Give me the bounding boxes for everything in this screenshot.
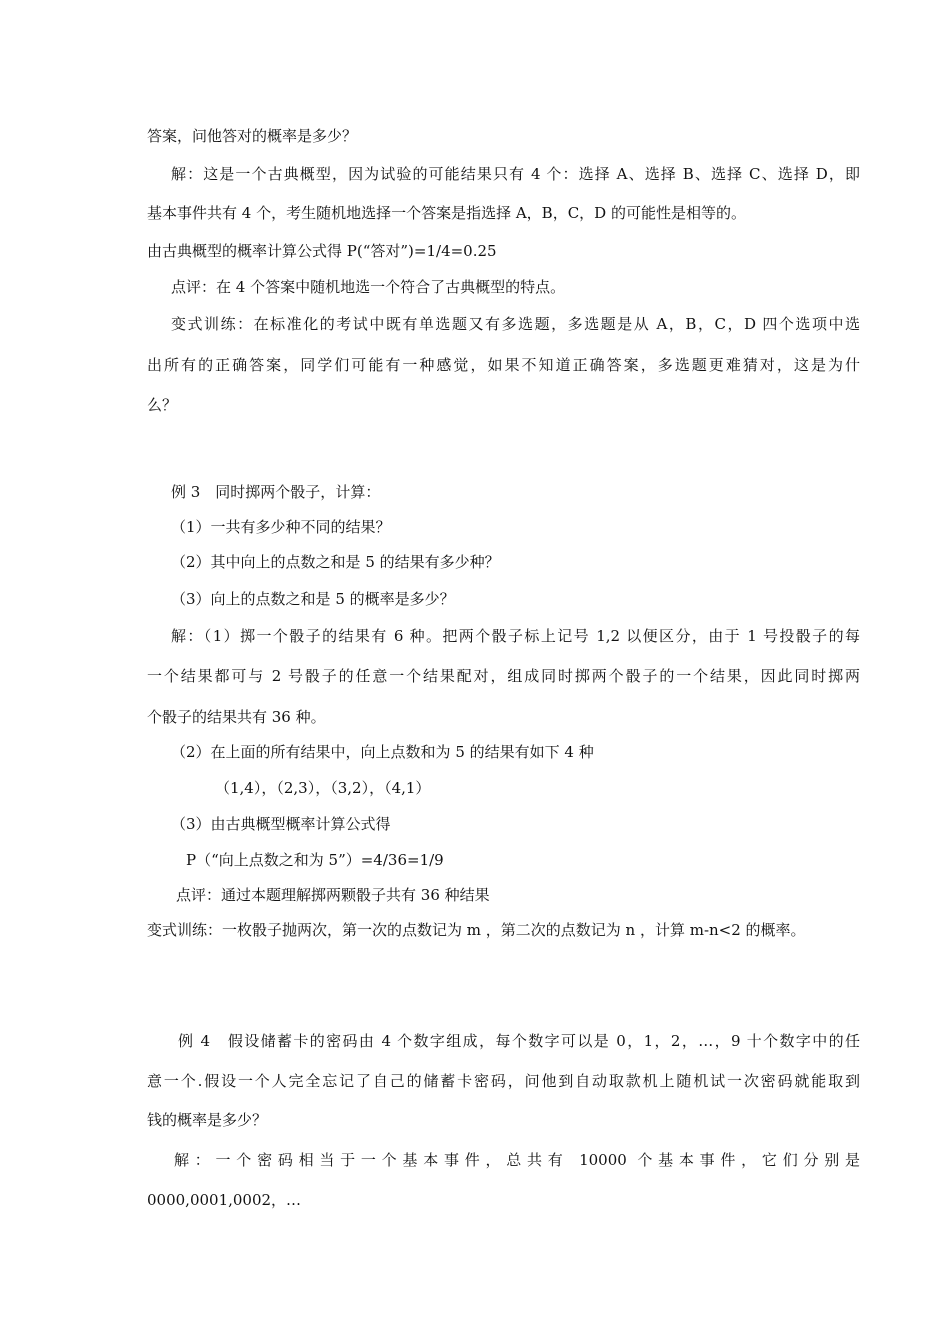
- text-line: （1）一共有多少种不同的结果？: [171, 518, 391, 536]
- text-line: （3）向上的点数之和是 5 的概率是多少？: [171, 590, 455, 608]
- text-line: 基本事件共有 4 个，考生随机地选择一个答案是指选择 A，B，C，D 的可能性是相等的。: [147, 204, 746, 222]
- text-line: 出所有的正确答案，同学们可能有一种感觉，如果不知道正确答案，多选题更难猜对，这是为什: [147, 356, 860, 374]
- example-heading: 例 4 假设储蓄卡的密码由 4 个数字组成，每个数字可以是 0，1，2，…，9 十个数字中的任: [178, 1032, 860, 1050]
- text-line: （3）由古典概型概率计算公式得: [171, 815, 391, 833]
- text-line: 么？: [147, 396, 178, 414]
- text-line: 0000,0001,0002，…: [147, 1191, 302, 1209]
- text-line: 点评：通过本题理解掷两颗骰子共有 36 种结果: [176, 886, 490, 904]
- text-line: 变式训练：在标准化的考试中既有单选题又有多选题，多选题是从 A，B，C，D 四个选项中选: [171, 315, 860, 333]
- text-line: 解：（1）掷一个骰子的结果有 6 种。把两个骰子标上记号 1,2 以便区分，由于 1 号投骰子的每: [171, 627, 860, 645]
- text-line: 意一个.假设一个人完全忘记了自己的储蓄卡密码，问他到自动取款机上随机试一次密码就能取到: [147, 1072, 860, 1090]
- formula-line: P（“向上点数之和为 5”）=4/36=1/9: [186, 851, 444, 869]
- text-line: 解：一个密码相当于一个基本事件，总共有 10000 个基本事件，它们分别是: [174, 1151, 860, 1169]
- text-line: 点评：在 4 个答案中随机地选一个符合了古典概型的特点。: [171, 278, 566, 296]
- text-line: 一个结果都可与 2 号骰子的任意一个结果配对，组成同时掷两个骰子的一个结果，因此同时掷两: [147, 667, 860, 685]
- text-line: （2）在上面的所有结果中，向上点数和为 5 的结果有如下 4 种: [171, 743, 594, 761]
- text-line: 由古典概型的概率计算公式得 P(“答对”)=1/4=0.25: [147, 242, 497, 260]
- text-line: 解：这是一个古典概型，因为试验的可能结果只有 4 个：选择 A、选择 B、选择 C、选择 D，即: [171, 165, 860, 183]
- text-line: 答案，问他答对的概率是多少？: [147, 127, 358, 145]
- text-line: （1,4），（2,3），（3,2），（4,1）: [215, 779, 431, 797]
- example-heading: 例 3 同时掷两个骰子，计算：: [171, 483, 381, 501]
- text-line: （2）其中向上的点数之和是 5 的结果有多少种？: [171, 553, 500, 571]
- text-line: 钱的概率是多少？: [147, 1111, 268, 1129]
- text-line: 变式训练：一枚骰子抛两次，第一次的点数记为 m ，第二次的点数记为 n ，计算 m-n<2 的概率。: [147, 921, 806, 939]
- text-line: 个骰子的结果共有 36 种。: [147, 708, 326, 726]
